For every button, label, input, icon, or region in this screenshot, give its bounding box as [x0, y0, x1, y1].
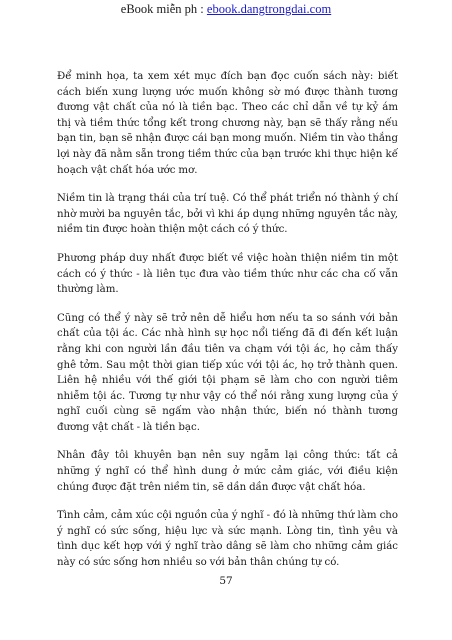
paragraph: Niềm tin là trạng thái của trí tuệ. Có thể phát triển nó thành ý chí nhờ mười ba nguyên tắc, bởi vì khi áp dụng những nguyên tắc này, niềm tin được hoàn thiện một cách có ý thức. — [57, 193, 398, 236]
header-text: eBook miễn ph : — [120, 2, 207, 16]
page-number: 57 — [219, 575, 233, 587]
page-body — [57, 69, 398, 584]
header-link[interactable]: ebook.dangtrongdai.com — [206, 2, 332, 16]
paragraph: Nhân đây tôi khuyên bạn nên suy ngẫm lại công thức: tất cả những ý nghĩ có thể hình dung ở mức cảm giác, với điều kiện chúng được đặt trên niềm tin, sẽ dần dần được vật chất hóa. — [57, 450, 398, 493]
paragraph: Phương pháp duy nhất được biết về việc hoàn thiện niềm tin một cách có ý thức - là liên tục đưa vào tiềm thức như các cha cố vẫn thường làm. — [57, 252, 398, 296]
paragraph: Cũng có thể ý này sẽ trở nên dễ hiểu hơn nếu ta so sánh với bản chất của tội ác. Các nhà hình sự học nổi tiếng đã đi đến kết luận rằng khi con người lần đầu tiên va chạm với tội ác, họ cảm thấy ghê tởm. Sau một thời gian tiếp xúc với tội ác, họ trở thành quen. Liên hệ nhiều với thế giới tội phạm sẽ làm cho con người tiêm nhiễm tội ác. Tương tự như vậy có thể nói rằng xung lượng của ý nghĩ cuối cùng sẽ ngấm vào nhận thức, biến nó thành tương đương vật chất - là tiền bạc. — [57, 312, 398, 433]
paragraph: Tình cảm, cảm xúc cội nguồn của ý nghĩ - đó là những thứ làm cho ý nghĩ có sức sống, hiệu lực và sức mạnh. Lòng tin, tình yêu và tình dục kết hợp với ý nghĩ trào dâng sẽ làm cho những cảm giác này có sức sống hơn nhiều so với bản thân chúng tự có. — [57, 510, 398, 569]
paragraph: Để minh họa, ta xem xét mục đích bạn đọc cuốn sách này: biết cách biến xung lượng ước muốn không sờ mó được thành tương đương vật chất của nó là tiền bạc. Theo các chỉ dẫn về tự kỷ ám thị và tiềm thức tổng kết trong chương này, bạn sẽ thấy rằng nếu bạn tin, bạn sẽ nhận được cái bạn mong muốn. Niềm tin vào thắng lợi này đã nằm sẵn trong tiềm thức của bạn trước khi thực hiện kế hoạch vật chất hóa ước mơ. — [57, 71, 398, 176]
page-header — [0, 2, 452, 17]
